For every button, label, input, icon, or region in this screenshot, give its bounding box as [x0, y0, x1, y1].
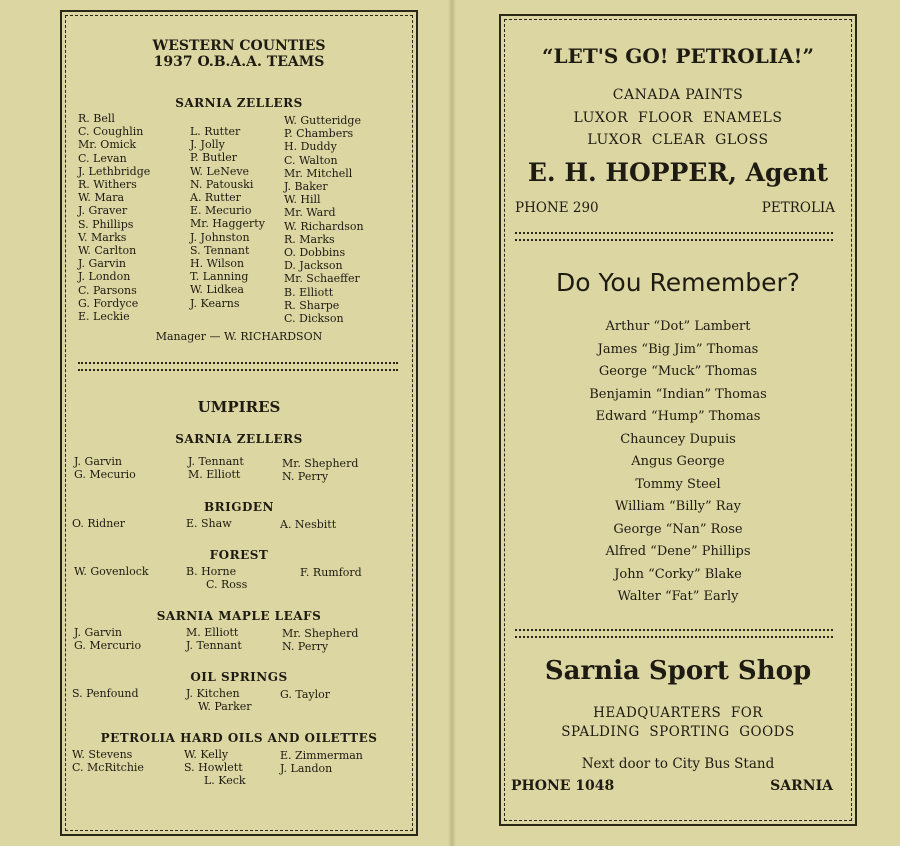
- zellers-column-3: [284, 114, 364, 325]
- paints-line-2: LUXOR FLOOR ENAMELS: [573, 109, 783, 126]
- remember-name: Edward “Hump” Thomas: [595, 409, 761, 424]
- player-name: W. Lidkea: [190, 283, 244, 297]
- agent-name: E. H. HOPPER, Agent: [527, 158, 829, 187]
- umpires-title: UMPIRES: [197, 398, 281, 416]
- player-name: Mr. Ward: [284, 206, 336, 220]
- umpire-name: W. Kelly: [184, 748, 229, 761]
- player-name: C. Levan: [78, 151, 127, 165]
- remember-name: John “Corky” Blake: [614, 566, 742, 582]
- teams-title: [62, 38, 416, 70]
- shop-line-1: HEADQUARTERS FOR: [593, 705, 763, 721]
- oil-springs-col-1: [72, 687, 139, 700]
- player-name: C. Coughlin: [78, 125, 144, 139]
- paints-list: [501, 84, 855, 152]
- maple-leafs-col-2: [186, 626, 242, 652]
- umpire-name: S. Penfound: [72, 687, 139, 700]
- umpire-name: M. Elliott: [186, 626, 239, 639]
- brigden-umpire-2: E. Shaw: [186, 517, 232, 530]
- umpire-name: F. Rumford: [300, 566, 362, 579]
- player-name: H. Wilson: [190, 257, 245, 271]
- umpires-zellers-col-3: [282, 457, 358, 483]
- petrolia-col-3: [280, 749, 363, 775]
- remember-name: William “Billy” Ray: [615, 499, 741, 514]
- player-name: E. Leckie: [78, 310, 130, 324]
- umpire-name: N. Perry: [282, 640, 329, 654]
- brigden-umpire-3: A. Nesbitt: [280, 518, 337, 531]
- remember-name: Angus George: [631, 454, 725, 469]
- player-name: N. Patouski: [190, 177, 254, 191]
- umpire-name: G. Taylor: [280, 688, 331, 701]
- petrolia-col-1: [72, 748, 144, 774]
- umpire-name: J. Garvin: [74, 455, 122, 468]
- player-name: J. London: [78, 270, 131, 284]
- title-line-1: WESTERN COUNTIES: [152, 38, 326, 54]
- umpire-name: J. Tennant: [188, 455, 244, 468]
- umpire-name: B. Horne: [186, 565, 237, 578]
- player-name: P. Chambers: [284, 127, 354, 141]
- remember-name: Chauncey Dupuis: [620, 431, 736, 447]
- oil-springs-title: OIL SPRINGS: [190, 670, 288, 684]
- remember-name: Walter “Fat” Early: [617, 589, 739, 604]
- player-name: J. Lethbridge: [78, 164, 151, 178]
- petrolia-hard-oils-title: PETROLIA HARD OILS AND OILETTES: [100, 731, 378, 745]
- player-name: W. LeNeve: [190, 164, 250, 178]
- shop-line-2: SPALDING SPORTING GOODS: [561, 724, 795, 740]
- forest-col-3: [300, 566, 362, 579]
- paints-line-3: LUXOR CLEAR GLOSS: [587, 132, 769, 148]
- umpire-name: C. McRitchie: [72, 761, 144, 775]
- oil-springs-col-3: [280, 688, 330, 701]
- player-name: W. Carlton: [78, 244, 137, 258]
- umpire-name: J. Kitchen: [186, 687, 240, 700]
- teams-panel: [60, 10, 418, 836]
- player-name: O. Dobbins: [284, 246, 346, 260]
- brigden-umpire-1: O. Ridner: [72, 517, 126, 530]
- umpire-name: Mr. Shepherd: [282, 457, 359, 470]
- petrolia-col-2: [184, 748, 246, 788]
- shop-phone: PHONE 1048: [511, 778, 615, 794]
- player-name: B. Elliott: [284, 285, 334, 299]
- remember-list: [501, 316, 855, 609]
- maple-leafs-col-1: [74, 626, 141, 652]
- player-name: J. Jolly: [190, 138, 225, 152]
- zellers-column-1: [78, 112, 150, 323]
- brigden-title: BRIGDEN: [204, 500, 274, 514]
- player-name: S. Phillips: [78, 217, 134, 231]
- umpire-name: L. Keck: [204, 774, 246, 788]
- player-name: J. Johnston: [190, 230, 250, 244]
- player-name: J. Garvin: [78, 257, 126, 271]
- forest-title: FOREST: [209, 548, 269, 562]
- player-name: J. Graver: [78, 204, 128, 218]
- player-name: R. Sharpe: [284, 298, 340, 312]
- player-name: R. Marks: [284, 232, 335, 246]
- player-name: Mr. Omick: [78, 138, 137, 152]
- oil-springs-col-2: [186, 687, 252, 713]
- divider: [515, 629, 833, 638]
- paints-line-1: CANADA PAINTS: [612, 87, 744, 103]
- player-name: H. Duddy: [284, 140, 337, 154]
- player-name: W. Mara: [78, 191, 125, 205]
- umpire-name: W. Stevens: [72, 748, 133, 761]
- remember-name: Alfred “Dene” Phillips: [605, 544, 751, 559]
- umpire-name: N. Perry: [282, 470, 329, 484]
- umpire-name: S. Howlett: [184, 761, 243, 775]
- player-name: W. Richardson: [284, 219, 364, 233]
- player-name: R. Withers: [78, 178, 137, 192]
- player-name: R. Bell: [78, 112, 115, 125]
- shop-town: SARNIA: [770, 778, 833, 794]
- umpires-sarnia-zellers-title: SARNIA ZELLERS: [175, 432, 303, 446]
- section-sarnia-zellers: SARNIA ZELLERS: [175, 96, 303, 110]
- player-name: C. Walton: [284, 153, 338, 167]
- shop-details: [501, 704, 855, 742]
- zellers-column-2: [190, 125, 265, 310]
- umpire-name: W. Govenlock: [74, 565, 149, 578]
- ads-panel: [499, 14, 857, 826]
- player-name: Mr. Schaeffer: [284, 272, 360, 286]
- player-name: J. Baker: [284, 180, 328, 194]
- player-name: Mr. Mitchell: [284, 166, 353, 180]
- remember-name: George “Muck” Thomas: [598, 364, 758, 379]
- slogan: “LET'S GO! PETROLIA!”: [542, 44, 814, 68]
- umpire-name: J. Garvin: [74, 626, 122, 639]
- player-name: C. Dickson: [284, 312, 344, 326]
- shop-title: Sarnia Sport Shop: [544, 656, 812, 686]
- umpire-name: J. Tennant: [186, 639, 242, 653]
- umpires-zellers-col-1: [74, 455, 136, 481]
- remember-name: Tommy Steel: [635, 476, 721, 492]
- player-name: S. Tennant: [190, 243, 250, 257]
- divider: [515, 232, 833, 241]
- agent-phone: PHONE 290: [515, 200, 599, 216]
- player-name: W. Hill: [284, 193, 321, 207]
- sarnia-maple-leafs-title: SARNIA MAPLE LEAFS: [156, 609, 322, 623]
- umpire-name: E. Zimmerman: [280, 749, 363, 762]
- player-name: J. Kearns: [190, 296, 240, 310]
- remember-name: James “Big Jim” Thomas: [597, 341, 759, 357]
- player-name: V. Marks: [78, 230, 127, 244]
- manager-line: Manager — W. RICHARDSON: [155, 330, 323, 343]
- remember-name: George “Nan” Rose: [613, 521, 743, 537]
- divider: [78, 362, 398, 371]
- remember-name: Arthur “Dot” Lambert: [605, 319, 751, 334]
- remember-name: Benjamin “Indian” Thomas: [589, 386, 767, 402]
- umpire-name: W. Parker: [198, 700, 252, 714]
- umpire-name: G. Mercurio: [74, 639, 142, 653]
- title-line-2: 1937 O.B.A.A. TEAMS: [153, 54, 325, 70]
- agent-town: PETROLIA: [761, 200, 835, 216]
- player-name: D. Jackson: [284, 259, 343, 273]
- player-name: W. Gutteridge: [284, 114, 361, 127]
- umpire-name: C. Ross: [206, 578, 248, 592]
- page-fold: [448, 0, 456, 846]
- umpire-name: J. Landon: [280, 762, 333, 776]
- umpire-name: Mr. Shepherd: [282, 627, 359, 640]
- umpire-name: G. Mecurio: [74, 468, 136, 482]
- forest-col-1: [74, 565, 149, 578]
- umpire-name: M. Elliott: [188, 468, 241, 482]
- shop-location: Next door to City Bus Stand: [581, 756, 775, 772]
- player-name: L. Rutter: [190, 125, 241, 138]
- player-name: Mr. Haggerty: [190, 217, 265, 231]
- player-name: T. Lanning: [190, 270, 249, 284]
- remember-title: Do You Remember?: [555, 268, 801, 297]
- umpires-zellers-col-2: [188, 455, 244, 481]
- player-name: C. Parsons: [78, 283, 137, 297]
- player-name: A. Rutter: [190, 191, 241, 205]
- maple-leafs-col-3: [282, 627, 358, 653]
- player-name: E. Mecurio: [190, 204, 252, 218]
- forest-col-2: [186, 565, 247, 591]
- player-name: G. Fordyce: [78, 296, 139, 310]
- player-name: P. Butler: [190, 151, 238, 165]
